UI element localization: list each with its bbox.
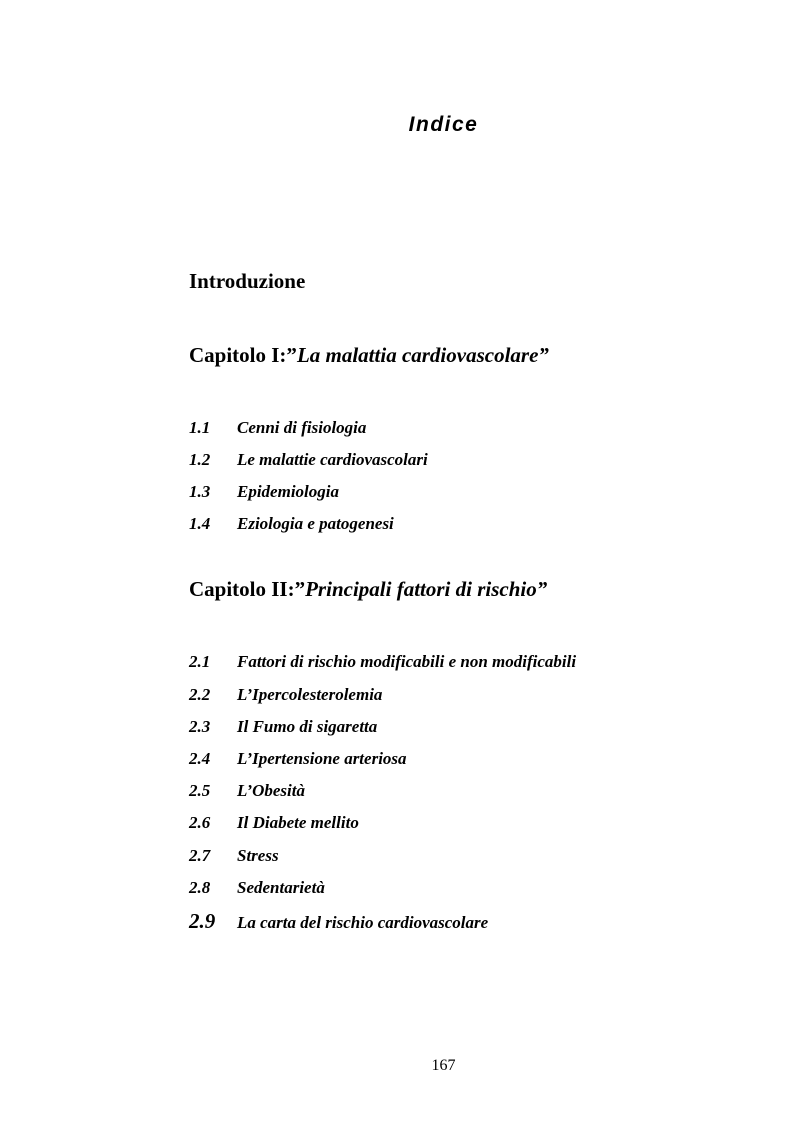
page-number: 167 (431, 1057, 456, 1074)
section-label: L’Ipercolesterolemia (237, 685, 383, 704)
chapter-1-prefix: Capitolo I:” (189, 343, 297, 367)
section-label: Il Diabete mellito (237, 813, 359, 832)
section-label: Eziologia e patogenesi (237, 514, 394, 533)
section-number: 2.6 (189, 813, 211, 832)
section-number: 2.8 (189, 878, 211, 897)
section-label: Fattori di rischio modificabili e non modificabili (237, 652, 577, 671)
section-label: Le malattie cardiovascolari (237, 450, 428, 469)
section-number: 1.1 (189, 418, 211, 437)
section-label: L’Obesità (237, 781, 305, 800)
section-number: 2.1 (189, 652, 211, 671)
chapter-2-title: Principali fattori di rischio” (305, 577, 548, 601)
section-number: 1.3 (189, 482, 211, 501)
section-label: Epidemiologia (237, 482, 339, 501)
chapter-1-title: La malattia cardiovascolare” (296, 343, 549, 367)
toc-introduction: Introduzione (189, 269, 306, 293)
section-number: 2.4 (189, 749, 211, 768)
section-label: L’Ipertensione arteriosa (237, 749, 407, 768)
chapter-2-heading (189, 577, 547, 602)
section-number: 2.5 (189, 781, 211, 800)
section-label: Cenni di fisiologia (237, 418, 367, 437)
section-number: 1.2 (189, 450, 211, 469)
chapter-2-prefix: Capitolo II:” (189, 577, 306, 601)
section-label: Sedentarietà (237, 878, 325, 897)
section-number: 2.7 (189, 846, 211, 865)
section-number: 1.4 (189, 514, 211, 533)
section-label: Stress (237, 846, 279, 865)
page-title: Indice (408, 113, 479, 136)
section-label: Il Fumo di sigaretta (237, 717, 378, 736)
section-number: 2.3 (189, 717, 211, 736)
section-number: 2.2 (189, 685, 211, 704)
chapter-1-heading (189, 343, 549, 368)
section-number: 2.9 (189, 909, 216, 933)
section-label: La carta del rischio cardiovascolare (237, 913, 489, 932)
